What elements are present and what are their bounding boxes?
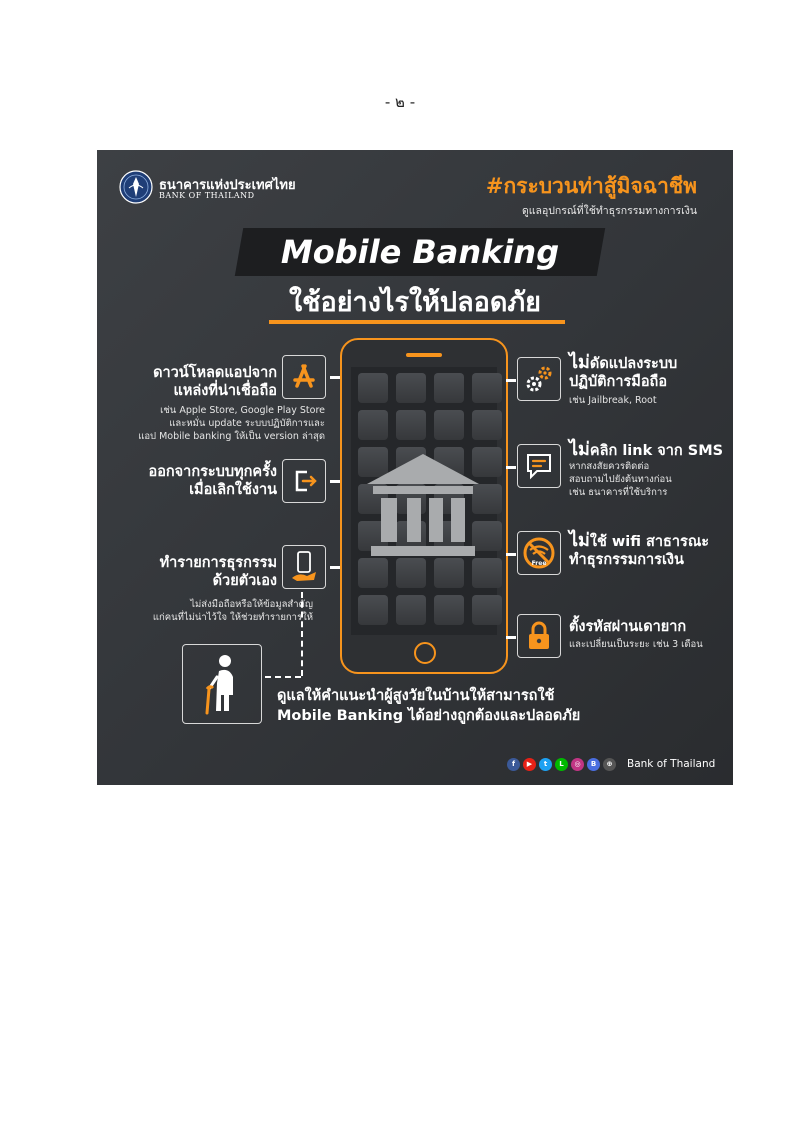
dashed-connector (301, 592, 303, 676)
app-store-icon-box (282, 355, 326, 399)
message-icon-box (517, 444, 561, 488)
tip-wifi-title (569, 532, 709, 569)
connector-line (330, 480, 340, 483)
twitter-icon[interactable]: t (539, 758, 552, 771)
gears-icon-box (517, 357, 561, 401)
tip-no-modify-desc (569, 394, 657, 407)
tip-title-line: ตั้งรหัสผ่านเดายาก (569, 619, 687, 635)
tip-desc-line: ไม่ส่งมือถือหรือให้ข้อมูลสำคัญ (190, 599, 313, 610)
app-tile (358, 595, 388, 625)
subtitle-underline (269, 320, 565, 324)
footer-brand: Bank of Thailand (627, 758, 716, 770)
blockdit-icon[interactable]: B (587, 758, 600, 771)
tip-desc-line: แก่คนที่ไม่น่าไว้ใจ ให้ช่วยทำรายการให้ (152, 612, 313, 623)
youtube-icon[interactable]: ▶ (523, 758, 536, 771)
web-icon[interactable]: ⊕ (603, 758, 616, 771)
connector-line (330, 566, 340, 569)
app-tile (434, 595, 464, 625)
tip-accent: ไม่ (569, 530, 590, 551)
app-tile (434, 373, 464, 403)
infographic-poster (97, 150, 733, 785)
tip-no-modify-title (569, 354, 677, 391)
tip-desc-line: แอป Mobile banking ให้เป็น version ล่าสุด (138, 431, 325, 442)
connector-line (506, 379, 516, 382)
connector-line (330, 376, 340, 379)
tip-title-line: ดาวน์โหลดแอปจาก (153, 365, 277, 381)
campaign-hashtag: #กระบวนท่าสู้มิจฉาชีพ (485, 174, 697, 198)
facebook-icon[interactable]: f (507, 758, 520, 771)
padlock-icon-box (517, 614, 561, 658)
app-tile (396, 373, 426, 403)
poster-subtitle: ใช้อย่างไรให้ปลอดภัย (288, 287, 541, 318)
dashed-connector (265, 676, 301, 678)
phone-home-button (414, 642, 436, 664)
tip-title-line: ทำรายการธุรกรรม (159, 555, 277, 571)
tip-self-transaction-title (160, 554, 277, 590)
app-tile (434, 410, 464, 440)
tip-desc-line: เช่น Apple Store, Google Play Store (160, 405, 325, 416)
tip-desc-line: เช่น Jailbreak, Root (569, 395, 657, 406)
tip-title-line: ออกจากระบบทุกครั้ง (148, 464, 277, 480)
elder-tip-line: Mobile Banking ได้อย่างถูกต้องและปลอดภัย (277, 708, 581, 724)
app-tile (396, 595, 426, 625)
tip-sms-title (569, 441, 723, 460)
free-label: Free (531, 560, 547, 567)
phone-in-hand-icon (289, 550, 319, 584)
elderly-person-icon (183, 645, 261, 723)
poster-title: Mobile Banking (280, 233, 560, 271)
org-name-english: BANK OF THAILAND (159, 191, 255, 200)
tip-download-desc (138, 404, 325, 443)
tip-title-line: เมื่อเลิกใช้งาน (189, 482, 277, 498)
tip-desc-line: และหมั่น update ระบบปฏิบัติการและ (169, 418, 325, 429)
org-name-thai: ธนาคารแห่งประเทศไทย (159, 178, 296, 193)
line-icon[interactable]: L (555, 758, 568, 771)
tip-title-line: คลิก link จาก SMS (589, 443, 724, 459)
message-icon (524, 451, 554, 481)
app-tile (472, 558, 502, 588)
connector-line (506, 636, 516, 639)
app-tile (358, 373, 388, 403)
tip-accent: ไม่ (569, 352, 590, 373)
gears-icon (523, 363, 555, 395)
tip-title-line: ด้วยตัวเอง (212, 573, 277, 589)
logout-icon-box (282, 459, 326, 503)
no-wifi-icon-box (517, 531, 561, 575)
tip-title-line: ทำธุรกรรมการเงิน (569, 552, 684, 568)
app-tile (434, 558, 464, 588)
instagram-icon[interactable]: ◎ (571, 758, 584, 771)
elderly-icon-box (182, 644, 262, 724)
tip-logout-title (148, 463, 277, 499)
elder-tip-line: ดูแลให้คำแนะนำผู้สูงวัยในบ้านให้สามารถใช้ (277, 688, 555, 704)
tip-sms-desc (569, 460, 672, 499)
app-tile (396, 558, 426, 588)
tip-password-title (569, 618, 686, 636)
app-tile (358, 558, 388, 588)
app-tile (472, 410, 502, 440)
tip-title-line: ปฏิบัติการมือถือ (569, 374, 668, 390)
phone-in-hand-icon-box (282, 545, 326, 589)
page-number: - ๒ - (384, 93, 416, 111)
app-tile (358, 410, 388, 440)
tip-download-title (153, 364, 277, 400)
connector-line (506, 553, 516, 556)
tip-title-line: ดัดแปลงระบบ (589, 356, 678, 372)
phone-speaker (406, 353, 442, 357)
tip-title-line: ใช้ wifi สาธารณะ (589, 534, 710, 550)
tip-desc-line: และเปลี่ยนเป็นระยะ เช่น 3 เดือน (569, 639, 703, 650)
padlock-icon (524, 620, 554, 652)
app-store-icon (289, 362, 319, 392)
app-tile (472, 373, 502, 403)
tip-self-transaction-desc (153, 598, 313, 624)
app-tile (472, 595, 502, 625)
bank-building-icon (363, 450, 483, 562)
bank-of-thailand-logo (119, 170, 153, 204)
tip-accent: ไม่ (569, 439, 590, 460)
logout-icon (289, 466, 319, 496)
connector-line (506, 466, 516, 469)
campaign-subheading: ดูแลอุปกรณ์ที่ใช้ทำธุรกรรมทางการเงิน (521, 205, 697, 217)
tip-desc-line: เช่น ธนาคารที่ใช้บริการ (569, 487, 668, 498)
elder-tip-text (277, 686, 580, 726)
tip-desc-line: สอบถามไปยังต้นทางก่อน (569, 474, 672, 485)
tip-password-desc (569, 638, 703, 651)
tip-desc-line: หากสงสัยควรติดต่อ (569, 461, 650, 472)
no-free-wifi-icon (522, 536, 556, 570)
tip-title-line: แหล่งที่น่าเชื่อถือ (173, 383, 277, 399)
social-icons (507, 758, 616, 771)
app-tile (396, 410, 426, 440)
